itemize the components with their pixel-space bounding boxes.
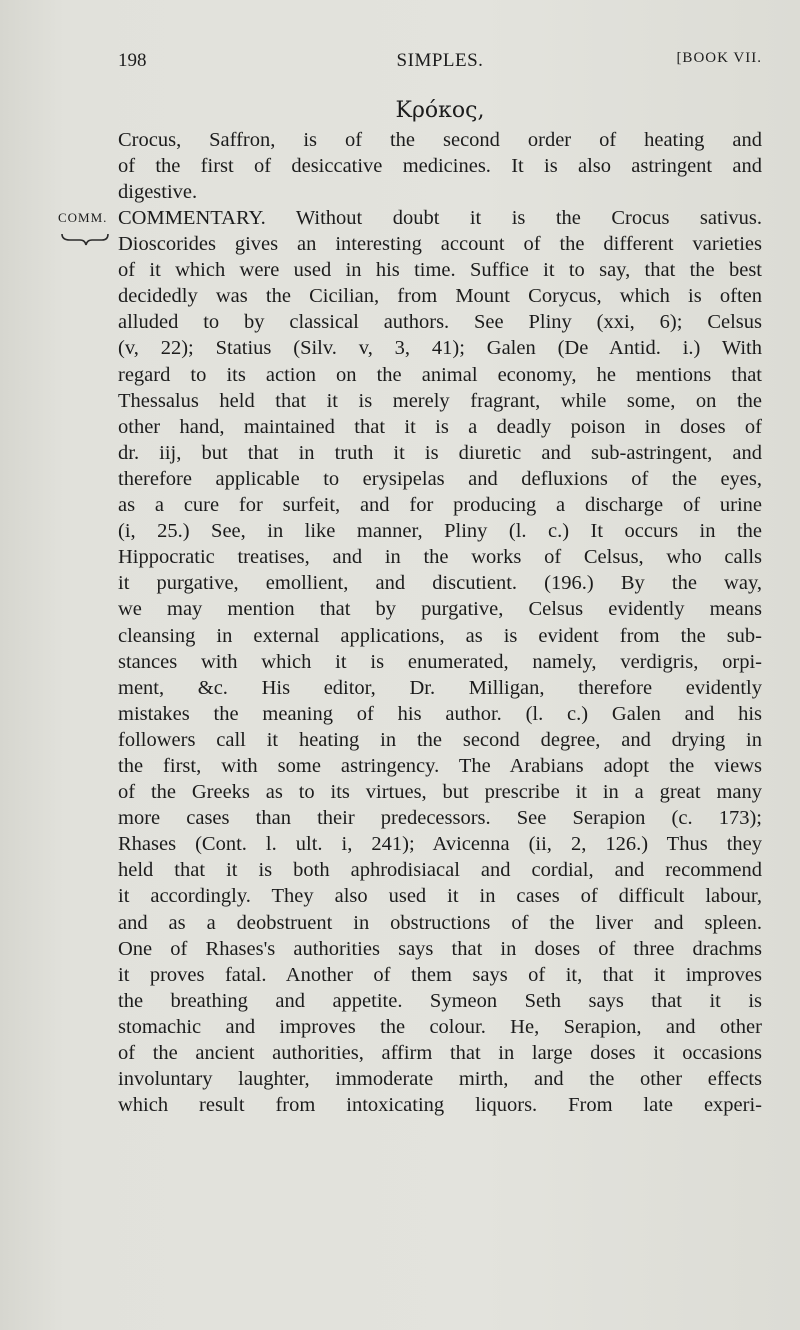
commentary-paragraph [118,205,762,1118]
intro-line: digestive. [118,181,198,204]
commentary-line: stances with which it is enumerated, namely, verdigris, orpi- [118,650,762,673]
commentary-line: it purgative, emollient, and discutient. (196.) By the way, [118,572,762,595]
commentary-line: we may mention that by purgative, Celsus evidently means [118,598,762,621]
commentary-line: Thessalus held that it is merely fragrant, while some, on the [118,389,762,412]
commentary-line: ment, &c. His editor, Dr. Milligan, therefore evidently [118,676,762,699]
margin-label-comm: COMM. [58,210,108,225]
commentary-line: held that it is both aphrodisiacal and cordial, and recommend [118,859,762,882]
commentary-line: of the ancient authorities, affirm that in large doses it occasions [118,1042,762,1064]
commentary-line: other hand, maintained that it is a deadly poison in doses of [118,415,762,438]
commentary-line: Rhases (Cont. l. ult. i, 241); Avicenna (ii, 2, 126.) Thus they [118,833,762,856]
book-marker: [BOOK VII. [676,50,762,66]
commentary-line: alluded to by classical authors. See Pliny (xxi, 6); Celsus [118,311,762,334]
commentary-line: of the Greeks as to its virtues, but prescribe it in a great many [118,781,762,804]
intro-line: of the first of desiccative medicines. It is also astringent and [118,155,762,178]
intro-line: Crocus, Saffron, is of the second order of heating and [118,129,762,151]
commentary-line: Hippocratic treatises, and in the works of Celsus, who calls [118,546,762,569]
commentary-line: mistakes the meaning of his author. (l. c.) Galen and his [118,702,762,725]
commentary-line: more cases than their predecessors. See Serapion (c. 173); [118,807,762,830]
commentary-line: COMMENTARY. Without doubt it is the Crocus sativus. [118,207,762,229]
commentary-line: therefore applicable to erysipelas and defluxions of the eyes, [118,467,762,490]
page-number: 198 [118,50,147,71]
commentary-line: involuntary laughter, immoderate mirth, and the other effects [118,1068,762,1091]
commentary-line: as a cure for surfeit, and for producing a discharge of urine [118,494,762,517]
commentary-line: it proves fatal. Another of them says of it, that it improves [118,963,762,986]
running-title: SIMPLES. [396,50,484,71]
commentary-line: of it which were used in his time. Suffice it to say, that the best [118,259,762,282]
entry-greek-title: Κρόκος, [395,98,485,123]
commentary-line: the breathing and appetite. Symeon Seth says that it is [118,989,762,1012]
commentary-line: (v, 22); Statius (Silv. v, 3, 41); Galen (De Antid. i.) With [118,337,762,360]
commentary-line: One of Rhases's authorities says that in doses of three drachms [118,937,762,960]
commentary-line: it accordingly. They also used it in cases of difficult labour, [118,885,762,908]
commentary-line: Dioscorides gives an interesting account of the different varieties [118,233,762,256]
commentary-line: dr. iij, but that in truth it is diuretic and sub-astringent, and [118,441,762,464]
commentary-line: followers call it heating in the second degree, and drying in [118,728,762,751]
commentary-line: (i, 25.) See, in like manner, Pliny (l. c.) It occurs in the [118,520,762,543]
commentary-line: decidedly was the Cicilian, from Mount Corycus, which is often [118,285,762,308]
commentary-line: and as a deobstruent in obstructions of the liver and spleen. [118,911,762,934]
commentary-line: stomachic and improves the colour. He, Serapion, and other [118,1015,762,1038]
intro-paragraph [118,127,762,205]
margin-brace-icon [60,232,110,246]
commentary-line: regard to its action on the animal economy, he mentions that [118,363,762,386]
running-header [118,50,762,80]
commentary-line: which result from intoxicating liquors. From late experi- [118,1094,762,1117]
commentary-line: the first, with some astringency. The Arabians adopt the views [118,754,762,777]
commentary-line: cleansing in external applications, as is evident from the sub- [118,624,762,647]
